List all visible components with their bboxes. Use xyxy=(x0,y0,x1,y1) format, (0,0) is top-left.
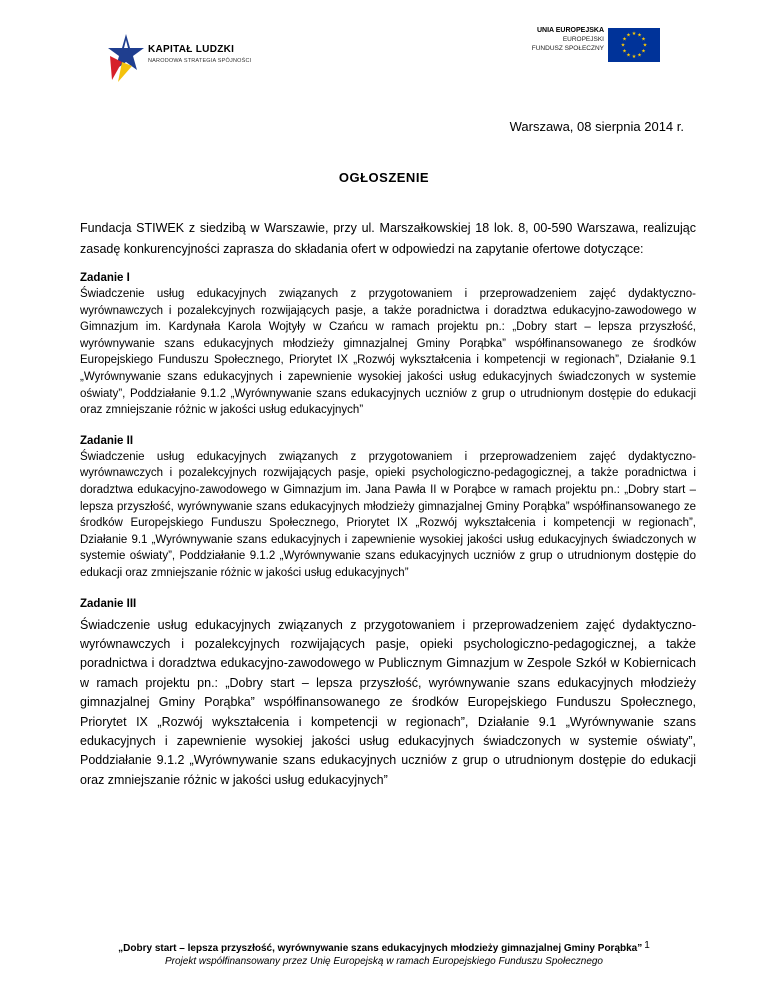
svg-text:★: ★ xyxy=(626,32,631,39)
eu-logo-line1: UNIA EUROPEJSKA xyxy=(536,27,604,34)
kapital-ludzki-logo xyxy=(104,24,264,88)
kapital-ludzki-star-icon xyxy=(104,32,144,84)
svg-text:★: ★ xyxy=(631,54,637,60)
footer-project-name: „Dobry start – lepsza przyszłość, wyrównywanie szans edukacyjnych młodzieży gimnazjalnej Gminy Porąbka” xyxy=(118,943,643,954)
kapital-ludzki-subtitle: NARODOWA STRATEGIA SPÓJNOŚCI xyxy=(148,58,252,64)
kapital-ludzki-title: KAPITAŁ LUDZKI xyxy=(148,44,235,55)
document-heading: OGŁOSZENIE xyxy=(338,170,430,185)
svg-text:★: ★ xyxy=(622,48,627,55)
svg-text:★: ★ xyxy=(620,42,626,49)
footer-cofinancing-note: Projekt współfinansowany przez Unię Europejską w ramach Europejskiego Funduszu Społecznego xyxy=(164,956,603,967)
document-date: Warszawa, 08 sierpnia 2014 r. xyxy=(509,119,684,134)
eu-logo-line3: FUNDUSZ SPOŁECZNY xyxy=(531,45,604,52)
eu-logo xyxy=(496,22,664,66)
task-1-text: Świadczenie usług edukacyjnych związanych z przygotowaniem i przeprowadzeniem zajęć dydaktyczno-wyrównawczych i pozalekcyjnych rozwijających pasje, a także poradnictwa i doradztwa edukacyjno-zawodowego w Gimnazjum im. Kardynała Karola Wojtyły w Czańcu w ramach projektu pn.: „Dobry start – lepsza przyszłość, wyrównywanie szans edukacyjnych młodzieży gimnazjalnej Gminy Porąbka” współfinansowanego ze środków Europejskiego Funduszu Społecznego, Priorytet IX „Rozwój wykształcenia i kompetencji w regionach”, Działanie 9.1 „Wyrównywanie szans edukacyjnych i zapewnienie wysokiej jakości usług edukacyjnych świadczonych w systemie oświaty”, Poddziałanie 9.1.2 „Wyrównywanie szans edukacyjnych uczniów z grup o utrudnionym dostępie do edukacji oraz zmniejszanie różnic w jakości usług edukacyjnych” xyxy=(80,288,696,417)
task-1-title: Zadanie I xyxy=(80,272,130,284)
svg-text:★: ★ xyxy=(626,52,631,59)
page-footer xyxy=(0,939,768,968)
svg-text:★: ★ xyxy=(631,31,637,37)
task-2-text: Świadczenie usług edukacyjnych związanych z przygotowaniem i przeprowadzeniem zajęć dydaktyczno-wyrównawczych i pozalekcyjnych rozwijających pasje, opieki psychologiczno-pedagogicznej, a także poradnictwa i doradztwa edukacyjno-zawodowego w Gimnazjum im. Jana Pawła II w Porąbce w ramach projektu pn.: „Dobry start – lepsza przyszłość, wyrównywanie szans edukacyjnych młodzieży gimnazjalnej Gminy Porąbka” współfinansowanego ze środków Europejskiego Funduszu Społecznego, Priorytet IX „Rozwój wykształcenia i kompetencji w regionach”, Działanie 9.1 „Wyrównywanie szans edukacyjnych i zapewnienie wysokiej jakości usług edukacyjnych świadczonych w systemie oświaty”, Poddziałanie 9.1.2 „Wyrównywanie szans edukacyjnych uczniów z grup o utrudnionym dostępie do edukacji oraz zmniejszanie różnic w jakości usług edukacyjnych” xyxy=(80,450,696,579)
svg-text:★: ★ xyxy=(622,36,627,43)
svg-text:★: ★ xyxy=(637,52,642,59)
svg-text:★: ★ xyxy=(637,32,642,39)
footer-project-title xyxy=(0,939,768,955)
task-3-title: Zadanie III xyxy=(80,597,137,610)
eu-flag-icon xyxy=(608,28,660,62)
eu-logo-line2: EUROPEJSKI xyxy=(562,36,604,43)
task-3-text: Świadczenie usług edukacyjnych związanych z przygotowaniem i przeprowadzeniem zajęć dydaktyczno-wyrównawczych i pozalekcyjnych rozwijających pasje, opieki psychologiczno-pedagogicznej, a także poradnictwa i doradztwa edukacyjno-zawodowego w Publicznym Gimnazjum w Zespole Szkół w Kobiernicach w ramach projektu pn.: „Dobry start – lepsza przyszłość, wyrównywanie szans edukacyjnych młodzieży gimnazjalnej Gminy Porąbka” współfinansowanego ze środków Europejskiego Funduszu Społecznego, Priorytet IX „Rozwój wykształcenia i kompetencji w regionach”, Działanie 9.1 „Wyrównywanie szans edukacyjnych i zapewnienie wysokiej jakości usług edukacyjnych świadczonych w systemie oświaty”, Poddziałanie 9.1.2 „Wyrównywanie szans edukacyjnych uczniów z grup o utrudnionym dostępie do edukacji oraz zmniejszanie różnic w jakości usług edukacyjnych” xyxy=(80,617,696,787)
intro-paragraph: Fundacja STIWEK z siedzibą w Warszawie, przy ul. Marszałkowskiej 18 lok. 8, 00-590 Warszawa, realizując zasadę konkurencyjności zaprasza do składania ofert w odpowiedzi na zapytanie ofertowe dotyczące: xyxy=(80,221,696,256)
svg-text:★: ★ xyxy=(641,48,646,55)
svg-text:★: ★ xyxy=(641,36,646,43)
page-number: 1 xyxy=(644,940,650,951)
task-2-title: Zadanie II xyxy=(80,434,134,447)
svg-text:★: ★ xyxy=(642,42,648,49)
document-body xyxy=(80,218,696,804)
eu-logo-text xyxy=(532,26,604,53)
